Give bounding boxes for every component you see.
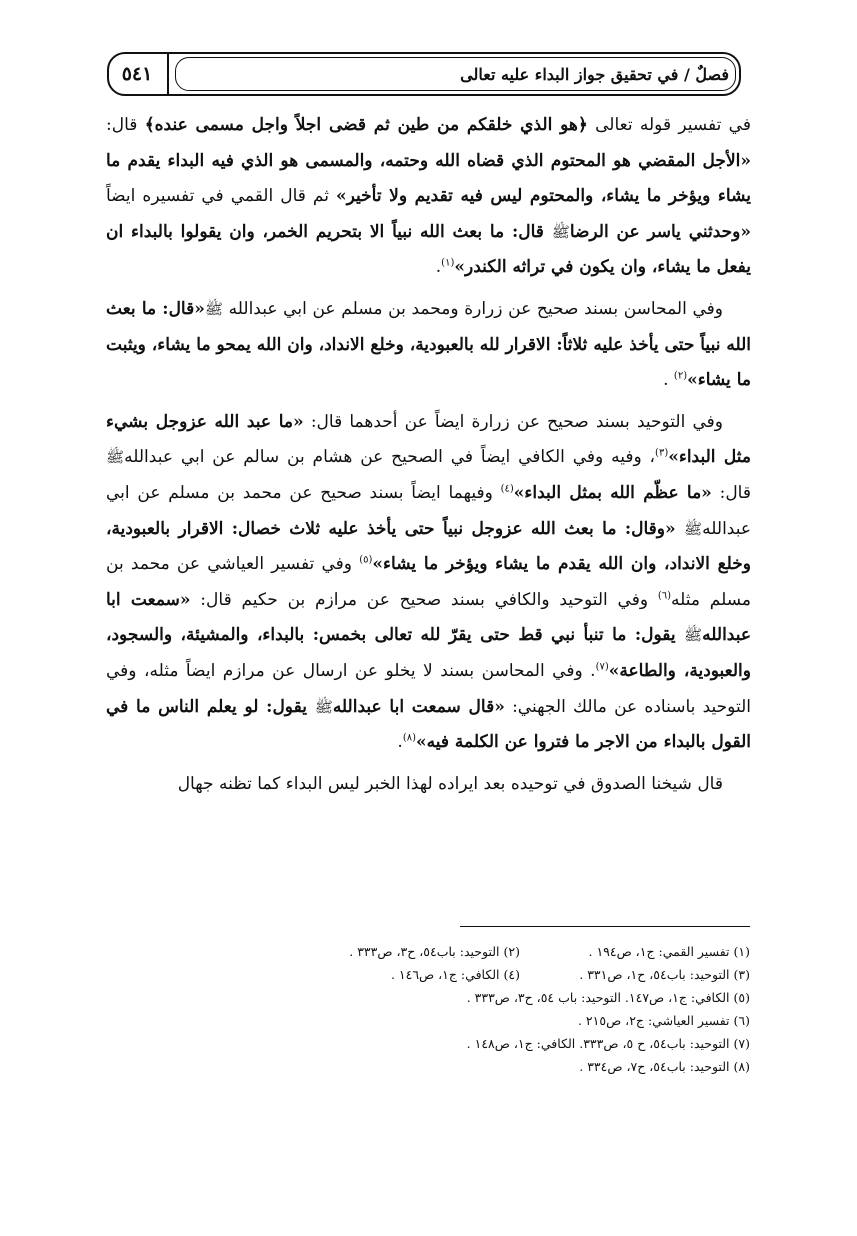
text-run: وفي التوحيد والكافي بسند صحيح عن مرازم بن حكيم قال: <box>190 589 658 610</box>
footnote-ref: (٦) <box>657 590 672 602</box>
honorific-glyph: ﷺ <box>204 299 223 318</box>
text-run: ، وفيه وفي الكافي ايضاً في الصحيح عن هشام بن سالم عن ابي عبدالله <box>124 447 656 468</box>
hadith-quote: «قال: ما بعث الله نبياً حتى يأخذ عليه ثلاثاً: الاقرار لله بالعبودية، وخلع الانداد، وان الله يمحو ما يشاء، ويثبت ما يشاء» <box>106 298 751 391</box>
text-run: . <box>435 257 442 278</box>
hadith-quote: يقول: لو يعلم الناس ما في القول بالبداء من الاجر ما فتروا عن الكلمة فيه» <box>106 696 751 753</box>
honorific-glyph: ﷺ <box>106 448 125 467</box>
footnote-3: (٣) التوحيد: باب٥٤، ح١، ص٣٣١ . <box>579 967 750 982</box>
main-text <box>106 108 751 808</box>
footnote-ref: (٤) <box>500 483 514 495</box>
footnote-ref: (١) <box>441 257 455 269</box>
hadith-quote: «الأجل المقضي هو المحتوم الذي قضاه الله وحتمه، والمسمى هو الذي فيه البداء يقدم ما يشاء ويؤخر ما يشاء، والمحتوم ليس فيه تقديم ولا تأخير» <box>106 150 751 207</box>
text-run: قال: <box>711 482 751 503</box>
quran-quote: ﴿هو الذي خلقكم من طين ثم قضى اجلاً واجل مسمى عنده﴾ <box>144 115 588 135</box>
hadith-quote: «وحدثني ياسر عن الرضا <box>569 221 751 242</box>
footnote-ref: (٢) <box>673 370 688 382</box>
paragraph-4: قال شيخنا الصدوق في توحيده بعد ايراده لهذا الخبر ليس البداء كما تظنه جهال <box>177 773 723 794</box>
footnote-4: (٤) الكافي: ج١، ص١٤٦ . <box>390 967 520 982</box>
page-number: ٥٤١ <box>107 52 169 96</box>
honorific-glyph: ﷺ <box>684 519 703 538</box>
footnote-6: (٦) تفسير العياشي: ج٢، ص٢١٥ . <box>577 1013 750 1028</box>
footnote-5: (٥) الكافي: ج١، ص١٤٧. التوحيد: باب ٥٤، ح٣، ص٣٣٣ . <box>466 990 750 1005</box>
hadith-quote: «ما عبد الله عزوجل بشيء مثل البداء» <box>106 411 751 468</box>
hadith-quote: «سمعت ابا عبدالله <box>106 589 751 646</box>
text-run: قال: <box>106 115 145 135</box>
footnote-ref: (٧) <box>595 661 609 673</box>
text-run: وفيهما ايضاً بسند صحيح عن محمد بن مسلم عن ابي عبدالله <box>106 482 751 539</box>
text-run: . وفي المحاسن بسند لا يخلو عن ارسال عن مرازم ايضاً مثله، وفي التوحيد باسناده عن مالك الجهني: <box>106 660 751 717</box>
text-run: . <box>397 732 403 753</box>
honorific-glyph: ﷺ <box>314 697 333 716</box>
footnotes <box>200 940 750 1078</box>
footnote-divider <box>460 926 750 927</box>
paragraph-2 <box>106 292 751 399</box>
footnote-7: (٧) التوحيد: باب٥٤، ح ٥، ص٣٣٣. الكافي: ج١، ص١٤٨ . <box>466 1036 750 1051</box>
footnote-8: (٨) التوحيد: باب٥٤، ح٧، ص٣٣٤ . <box>579 1059 750 1074</box>
footnote-ref: (٣) <box>655 447 669 459</box>
text-run: . <box>663 370 674 391</box>
text-run: وفي المحاسن بسند صحيح عن زرارة ومحمد بن مسلم عن ابي عبدالله <box>222 298 723 319</box>
hadith-quote: يقول: ما تنبأ نبي قط حتى يقرّ لله تعالى بخمس: بالبداء، والمشيئة، والسجود، والعبودية، والطاعة» <box>106 625 751 681</box>
text-run: وفي التوحيد بسند صحيح عن زرارة ايضاً عن أحدهما قال: <box>303 411 723 432</box>
text-run: في تفسير قوله تعالى <box>587 115 751 135</box>
honorific-glyph: ﷺ <box>551 222 570 241</box>
hadith-quote: «قال سمعت ابا عبدالله <box>332 696 505 717</box>
footnote-ref: (٥) <box>359 554 373 566</box>
honorific-glyph: ﷺ <box>684 626 703 645</box>
text-run: ثم قال القمي في تفسيره ايضاً <box>106 186 337 207</box>
footnote-1: (١) تفسير القمي: ج١، ص١٩٤ . <box>588 944 750 959</box>
paragraph-1 <box>106 108 751 286</box>
hadith-quote: قال: ما بعث الله نبياً الا بتحريم الخمر، وان يقولوا بالبداء ان يفعل ما يشاء، وان يكون في تراثه الكندر» <box>106 221 751 278</box>
footnote-row <box>200 940 750 963</box>
footnote-2: (٢) التوحيد: باب٥٤، ح٣، ص٣٣٣ . <box>349 944 520 959</box>
footnote-ref: (٨) <box>402 732 416 744</box>
text-run: وفي تفسير العياشي عن محمد بن مسلم مثله <box>106 554 751 610</box>
footnote-row <box>200 963 750 986</box>
chapter-title: فصلٌ / في تحقيق جواز البداء عليه تعالى <box>460 65 729 84</box>
hadith-quote: «ما عظّم الله بمثل البداء» <box>513 482 712 503</box>
hadith-quote: «وقال: ما بعث الله عزوجل نبياً حتى يأخذ عليه ثلاث خصال: الاقرار بالعبودية، وخلع الانداد، وان الله يقدم ما يشاء ويؤخر ما يشاء» <box>106 518 751 575</box>
paragraph-3 <box>106 405 751 761</box>
